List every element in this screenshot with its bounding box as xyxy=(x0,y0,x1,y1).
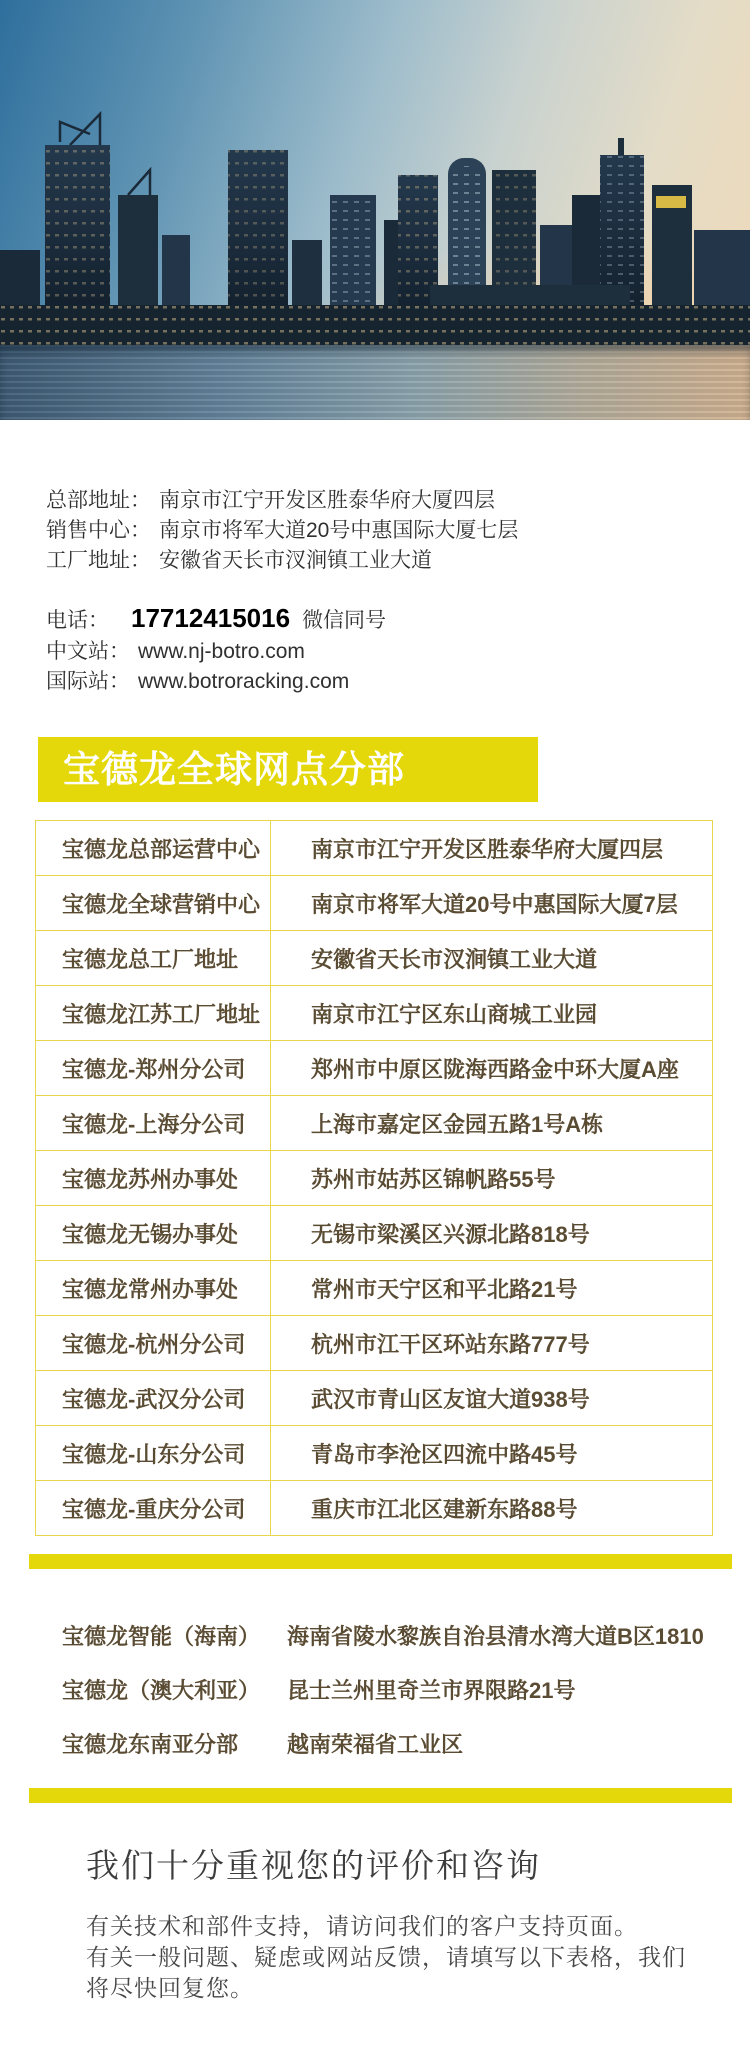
contact-info xyxy=(46,486,750,697)
branch-name: 宝德龙-上海分公司 xyxy=(36,1096,271,1151)
table-row xyxy=(36,1151,713,1206)
skyline-silhouette xyxy=(0,100,750,345)
branch-address: 苏州市姑苏区锦帆路55号 xyxy=(271,1151,713,1206)
overseas-address: 越南荣福省工业区 xyxy=(287,1732,464,1757)
branch-name: 宝德龙-山东分公司 xyxy=(36,1426,271,1481)
water xyxy=(0,345,750,420)
table-row xyxy=(36,1096,713,1151)
branch-address: 南京市江宁开发区胜泰华府大厦四层 xyxy=(271,821,713,876)
factory-address-label: 工厂地址： xyxy=(46,549,151,572)
overseas-list xyxy=(62,1626,750,1756)
table-row xyxy=(36,986,713,1041)
branch-address: 南京市江宁区东山商城工业园 xyxy=(271,986,713,1041)
divider-bar-top xyxy=(29,1554,732,1569)
table-row xyxy=(36,821,713,876)
phone-label: 电话： xyxy=(46,609,109,632)
branch-address: 安徽省天长市汊涧镇工业大道 xyxy=(271,931,713,986)
table-row xyxy=(36,876,713,931)
intl-site-url: www.botroracking.com xyxy=(138,670,350,693)
divider-bar-bottom xyxy=(29,1788,732,1803)
intl-site-label: 国际站： xyxy=(46,670,130,693)
table-row xyxy=(36,1206,713,1261)
branch-name: 宝德龙-重庆分公司 xyxy=(36,1481,271,1536)
table-row xyxy=(36,1371,713,1426)
sales-center-value: 南京市将军大道20号中惠国际大厦七层 xyxy=(159,519,519,542)
overseas-address: 昆士兰州里奇兰市界限路21号 xyxy=(287,1678,576,1703)
overseas-name: 宝德龙智能（海南） xyxy=(62,1624,261,1649)
hq-address-value: 南京市江宁开发区胜泰华府大厦四层 xyxy=(159,489,495,512)
sales-center-label: 销售中心： xyxy=(46,519,151,542)
branch-name: 宝德龙常州办事处 xyxy=(36,1261,271,1316)
branch-address: 郑州市中原区陇海西路金中环大厦A座 xyxy=(271,1041,713,1096)
branch-name: 宝德龙-杭州分公司 xyxy=(36,1316,271,1371)
list-item xyxy=(62,1680,750,1702)
branch-name: 宝德龙全球营销中心 xyxy=(36,876,271,931)
feedback-line-1: 有关技术和部件支持，请访问我们的客户支持页面。 xyxy=(86,1913,638,1939)
table-row xyxy=(36,931,713,986)
branch-name: 宝德龙总工厂地址 xyxy=(36,931,271,986)
overseas-address: 海南省陵水黎族自治县清水湾大道B区1810 xyxy=(287,1624,704,1649)
list-item xyxy=(62,1734,750,1756)
feedback-line-2: 有关一般问题、疑虑或网站反馈，请填写以下表格，我们 xyxy=(86,1944,686,1970)
section-title-banner xyxy=(38,737,538,802)
branch-address: 青岛市李沧区四流中路45号 xyxy=(271,1426,713,1481)
branch-address: 重庆市江北区建新东路88号 xyxy=(271,1481,713,1536)
branch-address: 常州市天宁区和平北路21号 xyxy=(271,1261,713,1316)
city-skyline-photo xyxy=(0,0,750,420)
feedback-section xyxy=(86,1845,750,2004)
factory-address-line xyxy=(46,546,750,576)
table-row xyxy=(36,1481,713,1536)
branch-address: 武汉市青山区友谊大道938号 xyxy=(271,1371,713,1426)
overseas-name: 宝德龙（澳大利亚） xyxy=(62,1678,261,1703)
branch-name: 宝德龙-郑州分公司 xyxy=(36,1041,271,1096)
table-row xyxy=(36,1426,713,1481)
branch-name: 宝德龙苏州办事处 xyxy=(36,1151,271,1206)
branch-address: 无锡市梁溪区兴源北路818号 xyxy=(271,1206,713,1261)
branch-address: 南京市将军大道20号中惠国际大厦7层 xyxy=(271,876,713,931)
sales-center-line xyxy=(46,516,750,546)
branch-name: 宝德龙无锡办事处 xyxy=(36,1206,271,1261)
branch-name: 宝德龙总部运营中心 xyxy=(36,821,271,876)
cn-site-url: www.nj-botro.com xyxy=(138,640,305,663)
cn-site-line xyxy=(46,637,750,667)
intl-site-line xyxy=(46,667,750,697)
table-row xyxy=(36,1261,713,1316)
phone-number: 17712415016 xyxy=(131,603,291,633)
phone-line xyxy=(46,602,750,637)
feedback-line-3: 将尽快回复您。 xyxy=(86,1975,254,2001)
branch-name: 宝德龙江苏工厂地址 xyxy=(36,986,271,1041)
wechat-note: 微信同号 xyxy=(302,609,387,632)
feedback-title: 我们十分重视您的评价和咨询 xyxy=(86,1847,541,1884)
table-row xyxy=(36,1316,713,1371)
hq-address-line xyxy=(46,486,750,516)
branch-address: 杭州市江干区环站东路777号 xyxy=(271,1316,713,1371)
cn-site-label: 中文站： xyxy=(46,640,130,663)
branch-address: 上海市嘉定区金园五路1号A栋 xyxy=(271,1096,713,1151)
section-title: 宝德龙全球网点分部 xyxy=(63,749,405,790)
branch-table xyxy=(35,820,713,1536)
table-row xyxy=(36,1041,713,1096)
hq-address-label: 总部地址： xyxy=(46,489,151,512)
factory-address-value: 安徽省天长市汊涧镇工业大道 xyxy=(159,549,432,572)
branch-name: 宝德龙-武汉分公司 xyxy=(36,1371,271,1426)
list-item xyxy=(62,1626,750,1648)
overseas-name: 宝德龙东南亚分部 xyxy=(62,1732,239,1757)
